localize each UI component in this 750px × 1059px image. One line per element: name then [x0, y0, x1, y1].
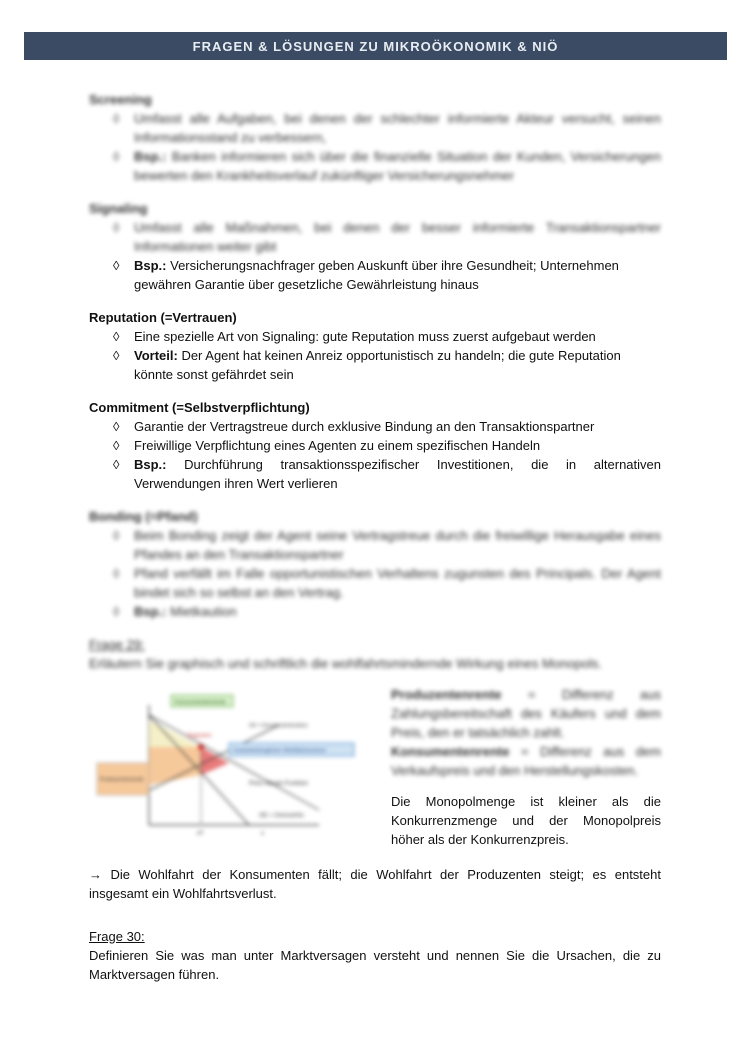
- section-bonding: [89, 507, 661, 621]
- diamond-bullet-icon: ◊: [113, 566, 120, 581]
- explanation-text: = Differenz aus dem Verkaufspreis und den Herstellungskosten.: [391, 744, 661, 778]
- item-text: Der Agent hat keinen Anreiz opportunistisch zu handeln; die gute Reputation könnte sonst gefährdet sein: [134, 348, 621, 382]
- list-item: [89, 564, 661, 602]
- page-header: [24, 32, 727, 60]
- item-text: Freiwillige Verpflichtung eines Agenten zu einem spezifischen Handeln: [134, 438, 541, 453]
- diamond-bullet-icon: ◊: [113, 220, 120, 235]
- label-konsumenten: Konsumentenrente: [175, 700, 226, 706]
- item-text: Versicherungsnachfrager geben Auskunft über ihre Gesundheit; Unternehmen gewähren Garantie über gesetzliche Gewährleistung hinaus: [134, 258, 619, 292]
- question-text: Definieren Sie was man unter Marktversagen versteht und nennen Sie die Ursachen, die zu Marktversagen führen.: [89, 948, 661, 982]
- list-item: [89, 417, 661, 436]
- list-item: [89, 218, 661, 256]
- question-text: Erläutern Sie graphisch und schriftlich die wohlfahrtsmindernde Wirkung eines Monopols.: [89, 656, 603, 671]
- list-item: [89, 526, 661, 564]
- label-produzenten: Produzentenrente: [100, 777, 144, 783]
- list-item: [89, 109, 661, 147]
- diamond-bullet-icon: ◊: [113, 419, 120, 434]
- question-heading: Frage 30:: [89, 929, 145, 944]
- diamond-bullet-icon: ◊: [113, 329, 120, 344]
- document-body: [89, 90, 661, 984]
- section-title-reputation: Reputation (=Vertrauen): [89, 310, 237, 325]
- diamond-bullet-icon: ◊: [113, 258, 120, 273]
- list-item: [89, 256, 661, 294]
- section-commitment: [89, 398, 661, 493]
- item-lead: Bsp.:: [134, 258, 167, 273]
- item-text: Banken informieren sich über die finanzielle Situation der Kunden, Versicherungen bewerten den Krankheitsverlauf zukünftiger Versicherungsnehmer: [134, 149, 661, 183]
- item-lead: Vorteil:: [134, 348, 178, 363]
- list-item: [89, 455, 661, 493]
- question-heading: Frage 29:: [89, 637, 145, 652]
- item-text: Eine spezielle Art von Signaling: gute Reputation muss zuerst aufgebaut werden: [134, 329, 596, 344]
- conclusion-text: → Die Wohlfahrt der Konsumenten fällt; die Wohlfahrt der Produzenten steigt; es entsteht insgesamt ein Wohlfahrtsverlust.: [89, 867, 661, 901]
- figure-explanation: [391, 685, 661, 849]
- item-text: Durchführung transaktionsspezifischer Investitionen, die in alternativen Verwendungen ihren Wert verlieren: [134, 457, 661, 491]
- label-wohlfahrt: Unwiederbringlicher Wohlfahrtsverlust: [233, 748, 326, 754]
- explanation-consumer: [391, 742, 661, 780]
- question-29: [89, 635, 661, 673]
- item-text: Umfasst alle Maßnahmen, bei denen der besser informierte Transaktionspartner Informationen weiter gibt: [134, 220, 661, 254]
- section-title-bonding: Bonding (=Pfand): [89, 509, 198, 524]
- explanation-lead: Konsumentenrente: [391, 744, 510, 759]
- section-title-signaling: Signaling: [89, 201, 148, 216]
- item-text: Beim Bonding zeigt der Agent seine Vertragstreue durch die freiwillige Herausgabe eines Pfandes an den Transaktionspartner: [134, 528, 661, 562]
- monopoly-diagram: [89, 685, 384, 850]
- list-item: [89, 602, 661, 621]
- label-gap: Dagewinn: [187, 733, 212, 739]
- header-title: FRAGEN & LÖSUNGEN ZU MIKROÖKONOMIK & NIÖ: [192, 38, 559, 54]
- item-text: Umfasst alle Aufgaben, bei denen der schlechter informierte Akteur versucht, seinen Informationsstand zu verbessern,: [134, 111, 661, 145]
- explanation-text: = Differenz aus Zahlungsbereitschaft des Käufers und dem Preis, den er tatsächlich zahlt.: [391, 687, 661, 740]
- label-pa: Preis-Absatz-Funktion: [249, 781, 309, 787]
- list-item: [89, 327, 661, 346]
- question-30: [89, 927, 661, 984]
- list-item: [89, 436, 661, 455]
- section-screening: [89, 90, 661, 185]
- deadweight-loss-area: [201, 747, 229, 775]
- diamond-bullet-icon: ◊: [113, 348, 120, 363]
- item-lead: Bsp.:: [134, 149, 167, 164]
- item-text: Garantie der Vertragstreue durch exklusive Bindung an den Transaktionspartner: [134, 419, 595, 434]
- section-title-commitment: Commitment (=Selbstverpflichtung): [89, 400, 310, 415]
- diamond-bullet-icon: ◊: [113, 438, 120, 453]
- section-reputation: [89, 308, 661, 384]
- label-xm: xᴹ: [197, 831, 204, 837]
- diamond-bullet-icon: ◊: [113, 111, 120, 126]
- item-text: Mietkaution: [166, 604, 237, 619]
- diamond-bullet-icon: ◊: [113, 149, 120, 164]
- explanation-lead: Produzentenrente: [391, 687, 502, 702]
- explanation-producer: [391, 685, 661, 742]
- monopoly-figure-row: [89, 685, 661, 865]
- section-signaling: [89, 199, 661, 294]
- item-lead: Bsp.:: [134, 604, 167, 619]
- explanation-monopoly: Die Monopolmenge ist kleiner als die Konkurrenzmenge und der Monopolpreis höher als der Konkurrenzpreis.: [391, 794, 661, 847]
- diamond-bullet-icon: ◊: [113, 604, 120, 619]
- label-x: x: [261, 831, 264, 837]
- item-lead: Bsp.:: [134, 457, 167, 472]
- section-title-screening: Screening: [89, 92, 152, 107]
- list-item: [89, 147, 661, 185]
- label-ge: GE = Grenzerlös: [259, 813, 304, 819]
- monopoly-point: [198, 744, 204, 750]
- diamond-bullet-icon: ◊: [113, 457, 120, 472]
- item-text: Pfand verfällt im Falle opportunistischen Verhaltens zugunsten des Principals. Der Agent bindet sich so selbst an den Vertrag.: [134, 566, 661, 600]
- diamond-bullet-icon: ◊: [113, 528, 120, 543]
- producer-surplus-area: [149, 747, 201, 785]
- list-item: [89, 346, 661, 384]
- label-gk: GK = Grenzkostenfunktion: [249, 723, 308, 729]
